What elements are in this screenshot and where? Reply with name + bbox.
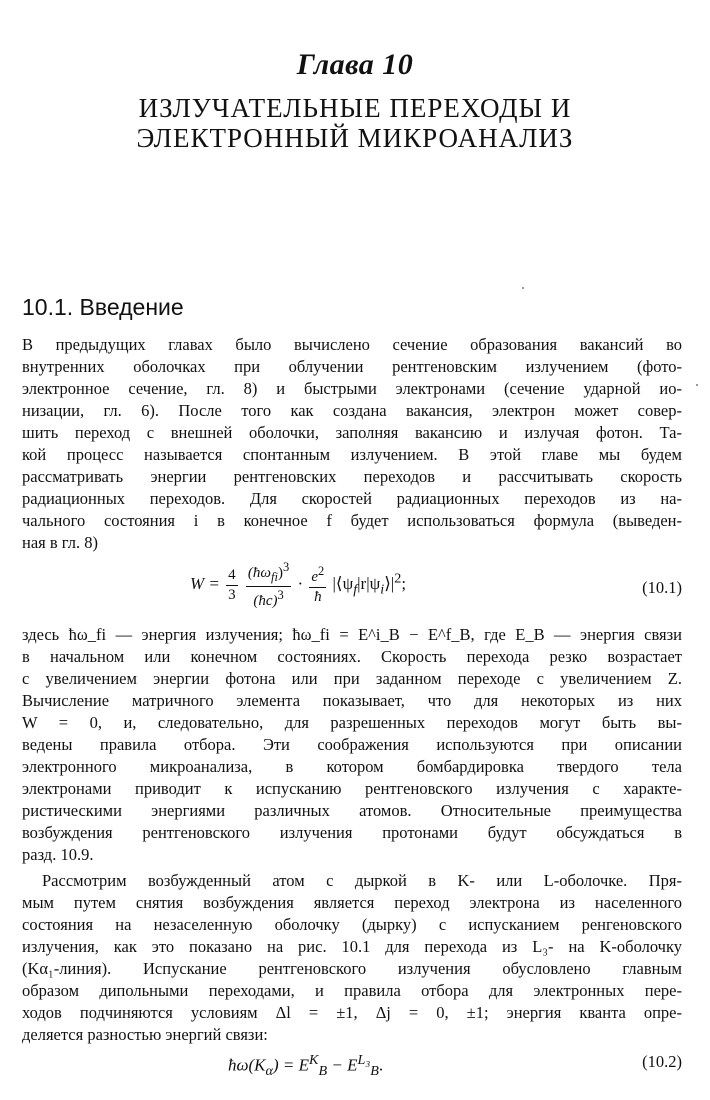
equation-number: (10.1): [642, 578, 682, 597]
print-speck: [696, 384, 698, 386]
text-line: W = 0, и, следовательно, для разрешенных переходов могут быть вы-: [22, 713, 682, 732]
text-line: рассматривать энергии рентгеновских переходов и рассчитывать скорость: [22, 467, 682, 486]
equation-10-2: [0, 1046, 710, 1086]
text-line: ходов подчиняются условиям Δl = ±1, Δj = 0, ±1; энергия кванта опре-: [22, 1003, 682, 1022]
text-line: электронами приводит к испусканию рентгеновского излучения с характе-: [22, 779, 682, 798]
chapter-label: Глава 10: [296, 48, 414, 81]
eq-energy-den: [246, 587, 291, 610]
eq-ket: ⟩|: [384, 573, 395, 593]
equation-body: [190, 560, 406, 610]
eq-coef-num: 4: [226, 567, 238, 586]
text-line: разд. 10.9.: [22, 845, 94, 864]
chapter-title-line-2: ЭЛЕКТРОННЫЙ МИКРОАНАЛИЗ: [136, 123, 574, 153]
eq-sup-2b: 2: [394, 570, 402, 587]
text-line: ристическими энергиями различных атомов. Относительные преимущества: [22, 801, 682, 820]
eq-sub-i: i: [380, 581, 385, 598]
equation-10-1: [0, 560, 710, 616]
eq-energy-num: [246, 560, 291, 587]
text-line: внутренних оболочках при облучении рентгеновским излучением (фото-: [22, 357, 682, 376]
eq-coef-den: 3: [228, 586, 236, 603]
section-heading: 10.1. Введение: [22, 294, 184, 320]
text-line: мым путем снятия возбуждения является переход электрона из населенного: [22, 893, 682, 912]
text-line: В предыдущих главах было вычислено сечение образования вакансий во: [22, 335, 682, 354]
chapter-title-line-1: ИЗЛУЧАТЕЛЬНЫЕ ПЕРЕХОДЫ И: [138, 93, 572, 123]
eq-r: |r|ψ: [357, 573, 381, 593]
eq-sub-f: f: [353, 581, 358, 598]
eq-matrix-element: [332, 570, 407, 598]
eq-hbar-c: (ħc): [253, 593, 278, 609]
eq2-sup-k: K: [308, 1052, 319, 1068]
text-line: Вычисление матричного элемента показывает, что для некоторых из них: [22, 691, 682, 710]
eq2-lhs: ħω(K: [228, 1055, 266, 1075]
eq-charge-fraction: [309, 564, 326, 606]
text-line: состояния на незаселенную оболочку (дырку) с испусканием ренгеновского: [22, 915, 682, 934]
text-line: ная в гл. 8): [22, 533, 98, 552]
eq2-period: .: [378, 1055, 384, 1075]
eq-e: e: [311, 569, 319, 585]
text-line: здесь ħω_fi — энергия излучения; ħω_fi = E^i_B − E^f_B, где E_B — энергия связи: [22, 625, 682, 644]
text-line: Рассмотрим возбужденный атом с дыркой в K- или L-оболочке. Пря-: [42, 871, 682, 890]
eq2-sub-alpha: α: [265, 1063, 273, 1080]
text-line: в начальном или конечном состояниях. Скорость перехода резко возрастает: [22, 647, 682, 666]
text-line: с увеличением энергии фотона или при заданном переходе с увеличением Z.: [22, 669, 682, 688]
eq-bra: |⟨ψ: [332, 573, 354, 593]
eq-paren: ): [277, 565, 283, 581]
text-line: (Kα₁-линия). Испускание рентгеновского излучения обусловлено главным: [22, 959, 682, 978]
eq2-sub-b1: B: [318, 1063, 328, 1080]
eq-energy-fraction: [246, 560, 291, 610]
print-speck: [522, 287, 524, 289]
eq-sup-3b: 3: [277, 588, 284, 602]
eq-charge-num: [309, 564, 326, 588]
text-line: электронного микроанализа, в котором бомбардировка твердого тела: [22, 757, 682, 776]
eq2-equals: ) = E: [272, 1055, 309, 1075]
text-line: радиационных переходов. Для скоростей радиационных переходов из на-: [22, 489, 682, 508]
text-line: ведены правила отбора. Эти соображения используются при описании: [22, 735, 682, 754]
eq2-minus: − E: [327, 1055, 358, 1075]
text-line: кой процесс называется спонтанным излучением. В этой главе мы будем: [22, 445, 682, 464]
equation-number: (10.2): [642, 1052, 682, 1071]
eq-hbar: ħ: [314, 589, 322, 605]
eq-lhs: W =: [190, 573, 220, 593]
text-line: возбуждения рентгеновского излучения протонами будут обсуждаться в: [22, 823, 682, 842]
equation-body: [228, 1052, 383, 1080]
text-line: электронное сечение, гл. 8) и быстрыми электронами (сечение ударной ио-: [22, 379, 682, 398]
text-line: чального состояния i в конечное f будет использоваться формула (выведен-: [22, 511, 682, 530]
eq-sub-fi: fi: [270, 570, 278, 584]
eq2-sup-l3: L₃: [357, 1052, 371, 1068]
eq-hbar-omega: (ħω: [247, 565, 271, 581]
eq-sup-2: 2: [318, 564, 325, 578]
eq-dot: ·: [297, 573, 304, 593]
eq-coefficient: [226, 567, 238, 604]
text-line: излучения, как это показано на рис. 10.1 для перехода из L₃- на K-оболочку: [22, 937, 682, 956]
text-line: образом дипольными переходами, и правила отбора для электронных пере-: [22, 981, 682, 1000]
eq2-sub-b2: B: [370, 1063, 379, 1080]
eq-semicolon: ;: [401, 573, 407, 593]
text-line: низации, гл. 6). После того как создана вакансия, электрон может совер-: [22, 401, 682, 420]
eq-sup-3: 3: [282, 560, 290, 574]
text-line: шить переход с внешней оболочки, заполняя вакансию и излучая фотон. Та-: [22, 423, 682, 442]
text-line: деляется разностью энергий связи:: [22, 1025, 268, 1044]
